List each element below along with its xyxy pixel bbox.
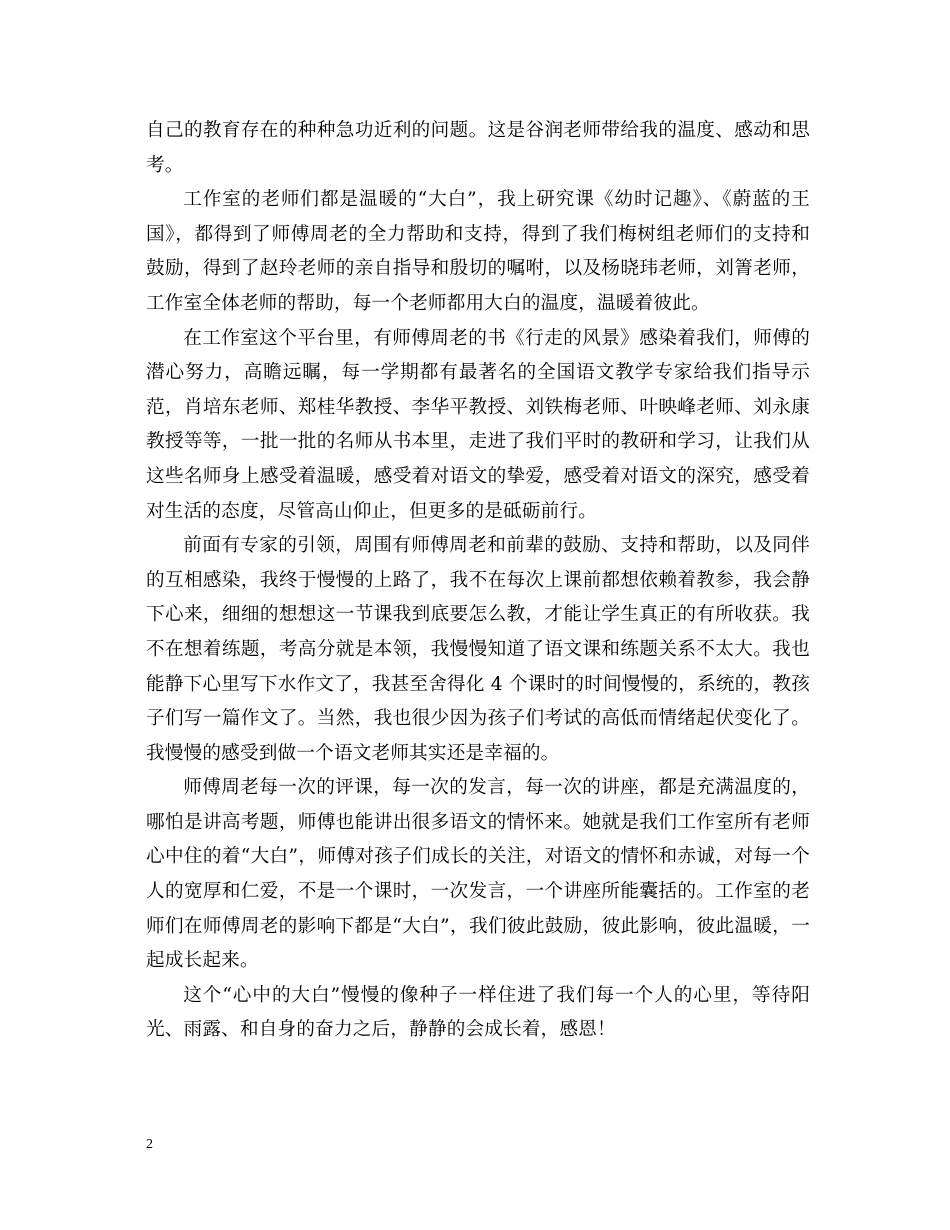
paragraph: 师傅周老每一次的评课，每一次的发言，每一次的讲座，都是充满温度的，哪怕是讲高考题，师傅也能讲出很多语文的情怀来。她就是我们工作室所有老师心中住的着“大白”，师傅对孩子们成长的关注，对语文的情怀和赤诚，对每一个人的宽厚和仁爱，不是一个课时，一次发言，一个讲座所能囊括的。工作室的老师们在师傅周老的影响下都是“大白”，我们彼此鼓励，彼此影响，彼此温暖，一起成长起来。 xyxy=(146,777,810,972)
paragraph: 自己的教育存在的种种急功近利的问题。这是谷润老师带给我的温度、感动和思考。 xyxy=(146,120,810,176)
paragraph: 这个“心中的大白”慢慢的像种子一样住进了我们每一个人的心里，等待阳光、雨露、和自身的奋力之后，静静的会成长着，感恩！ xyxy=(146,984,810,1041)
paragraph: 工作室的老师们都是温暖的“大白”，我上研究课《幼时记趣》、《蔚蓝的王国》，都得到了师傅周老的全力帮助和支持，得到了我们梅树组老师们的支持和鼓励，得到了赵玲老师的亲自指导和殷切的嘱咐，以及杨晓玮老师，刘箐老师，工作室全体老师的帮助，每一个老师都用大白的温度，温暖着彼此。 xyxy=(146,189,810,314)
document-body xyxy=(146,114,810,1048)
page-number: 2 xyxy=(146,1137,153,1152)
paragraph: 在工作室这个平台里，有师傅周老的书《行走的风景》感染着我们，师傅的潜心努力，高瞻远瞩，每一学期都有最著名的全国语文教学专家给我们指导示范，肖培东老师、郑桂华教授、李华平教授、刘铁梅老师、叶映峰老师、刘永康教授等等，一批一批的名师从书本里，走进了我们平时的教研和学习，让我们从这些名师身上感受着温暖，感受着对语文的挚爱，感受着对语文的深究，感受着对生活的态度，尽管高山仰止，但更多的是砥砺前行。 xyxy=(146,327,810,522)
paragraph: 前面有专家的引领，周围有师傅周老和前辈的鼓励、支持和帮助，以及同伴的互相感染，我终于慢慢的上路了，我不在每次上课前都想依赖着教参，我会静下心来，细细的想想这一节课我到底要怎么教，才能让学生真正的有所收获。我不在想着练题，考高分就是本领，我慢慢知道了语文课和练题关系不太大。我也能静下心里写下水作文了，我甚至舍得化 4 个课时的时间慢慢的，系统的，教孩子们写一篇作文了。当然，我也很少因为孩子们考试的高低而情绪起伏变化了。我慢慢的感受到做一个语文老师其实还是幸福的。 xyxy=(146,535,810,764)
